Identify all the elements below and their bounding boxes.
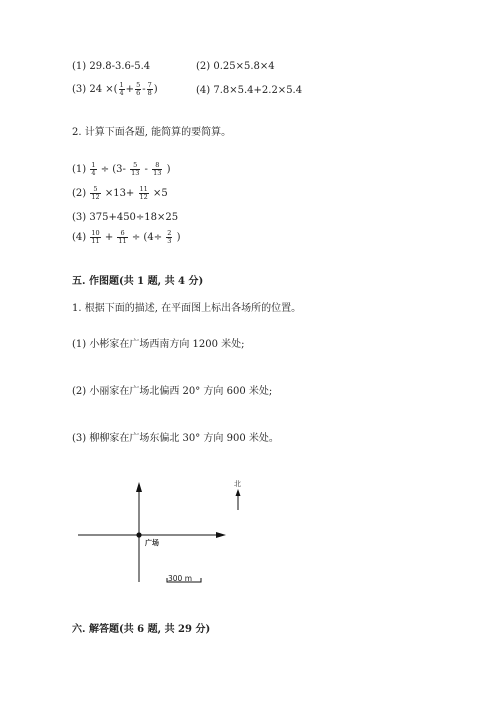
location-item-3: (3) 柳柳家在广场东偏北 30° 方向 900 米处。 <box>72 433 279 444</box>
calc-question-3: (3) 375+450÷18×25 <box>72 212 179 223</box>
fraction: $\frac{1}{4}$ <box>119 81 124 97</box>
fraction: $\frac{7}{8}$ <box>147 81 152 97</box>
calc-question-4: (4) $\frac{10}{11}$ + $\frac{6}{11}$ ÷ (4÷ $\frac{2}{3}$ ) <box>72 229 181 245</box>
section-5-heading: 五. 作图题(共 1 题, 共 4 分) <box>72 276 204 287</box>
north-label: 北 <box>234 480 241 488</box>
fraction: $\frac{1}{4}$ <box>91 161 96 177</box>
scale-label: 300 m <box>168 574 193 583</box>
section-2-title: 2. 计算下面各题, 能简算的要简算。 <box>72 127 232 138</box>
north-arrow-head <box>136 482 142 492</box>
problem-2: (2) 0.25×5.8×4 <box>196 61 275 72</box>
section-5-instruction: 1. 根据下面的描述, 在平面图上标出各场所的位置。 <box>72 303 302 314</box>
problem-4: (4) 7.8×5.4+2.2×5.4 <box>196 85 303 96</box>
fraction: $\frac{2}{3}$ <box>167 229 172 245</box>
fraction: $\frac{6}{11}$ <box>118 229 127 245</box>
fraction: $\frac{10}{11}$ <box>91 229 100 245</box>
fraction: $\frac{5}{12}$ <box>91 185 100 201</box>
fraction: $\frac{5}{6}$ <box>136 81 141 97</box>
location-item-1: (1) 小彬家在广场西南方向 1200 米处; <box>72 339 245 350</box>
location-item-2: (2) 小丽家在广场北偏西 20° 方向 600 米处; <box>72 386 273 397</box>
problem-1: (1) 29.8-3.6-5.4 <box>72 61 151 72</box>
square-label: 广场 <box>145 539 159 547</box>
north-indicator-arrow <box>236 489 241 496</box>
fraction: $\frac{5}{13}$ <box>131 161 140 177</box>
east-arrow-head <box>216 532 226 538</box>
problem-3: (3) 24 ×( $\frac{1}{4}$ + $\frac{5}{6}$ - $\frac{7}{8}$ ) <box>72 81 158 97</box>
square-center-dot <box>136 532 141 537</box>
fraction: $\frac{8}{13}$ <box>153 161 162 177</box>
fraction: $\frac{11}{12}$ <box>139 185 148 201</box>
map-diagram <box>70 470 260 595</box>
section-6-heading: 六. 解答题(共 6 题, 共 29 分) <box>72 624 211 635</box>
calc-question-1: (1) $\frac{1}{4}$ ÷ (3- $\frac{5}{13}$ - $\frac{8}{13}$ ) <box>72 161 171 177</box>
problem-3-prefix: (3) 24 ×( <box>72 84 118 95</box>
calc-question-2: (2) $\frac{5}{12}$ ×13+ $\frac{11}{12}$ ×5 <box>72 185 168 201</box>
